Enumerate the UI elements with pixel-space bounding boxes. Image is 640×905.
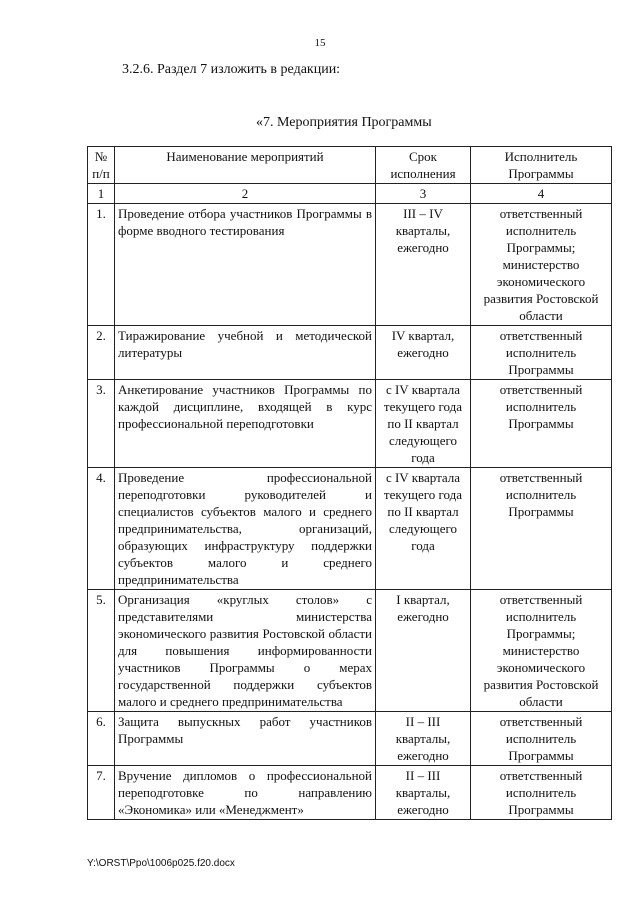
section-heading: «7. Мероприятия Программы <box>256 115 432 130</box>
row-term: I квартал, ежегодно <box>376 590 471 712</box>
measures-table <box>87 146 612 820</box>
header-num: № п/п <box>88 147 115 184</box>
column-number: 3 <box>376 184 471 204</box>
row-term: IV квартал, ежегодно <box>376 326 471 380</box>
row-name: Тиражирование учебной и методической литературы <box>115 326 376 380</box>
header-name: Наименование мероприятий <box>115 147 376 184</box>
row-number: 1. <box>88 204 115 326</box>
table-row <box>88 468 612 590</box>
row-name: Анкетирование участников Программы по каждой дисциплине, входящей в курс профессиональной переподготовки <box>115 380 376 468</box>
row-term: II – III кварталы, ежегодно <box>376 712 471 766</box>
row-term: III – IV кварталы, ежегодно <box>376 204 471 326</box>
row-executor: ответственный исполнитель Программы <box>471 468 612 590</box>
row-executor: ответственный исполнитель Программы <box>471 712 612 766</box>
row-executor: ответственный исполнитель Программы; министерство экономического развития Ростовской области <box>471 204 612 326</box>
row-term: с IV квартала текущего года по II квартал следующего года <box>376 380 471 468</box>
row-number: 2. <box>88 326 115 380</box>
column-number: 2 <box>115 184 376 204</box>
row-term: II – III кварталы, ежегодно <box>376 766 471 820</box>
column-number: 1 <box>88 184 115 204</box>
page-number: 15 <box>314 37 326 49</box>
row-executor: ответственный исполнитель Программы <box>471 380 612 468</box>
table-row <box>88 380 612 468</box>
row-number: 4. <box>88 468 115 590</box>
row-executor: ответственный исполнитель Программы; министерство экономического развития Ростовской области <box>471 590 612 712</box>
column-number: 4 <box>471 184 612 204</box>
header-executor: Исполнитель Программы <box>471 147 612 184</box>
table-row <box>88 712 612 766</box>
table-row <box>88 326 612 380</box>
header-term: Срок исполнения <box>376 147 471 184</box>
row-executor: ответственный исполнитель Программы <box>471 326 612 380</box>
row-number: 7. <box>88 766 115 820</box>
row-name: Защита выпускных работ участников Программы <box>115 712 376 766</box>
table-row <box>88 766 612 820</box>
row-name: Организация «круглых столов» с представителями министерства экономического развития Ростовской области для повышения информированности участников Программы о мерах государственной поддержки субъектов малого и среднего предпринимательства <box>115 590 376 712</box>
row-term: с IV квартала текущего года по II квартал следующего года <box>376 468 471 590</box>
row-name: Проведение профессиональной переподготовки руководителей и специалистов субъектов малого и среднего предпринимательства, организаций, образующих инфраструктуру поддержки субъектов малого и среднего предпринимательства <box>115 468 376 590</box>
row-number: 3. <box>88 380 115 468</box>
table-row <box>88 204 612 326</box>
row-number: 6. <box>88 712 115 766</box>
file-path-footer: Y:\ORST\Ppo\1006p025.f20.docx <box>87 858 235 869</box>
row-executor: ответственный исполнитель Программы <box>471 766 612 820</box>
table-header-row <box>88 147 612 184</box>
row-name: Вручение дипломов о профессиональной переподготовке по направлению «Экономика» или «Менеджмент» <box>115 766 376 820</box>
intro-text: 3.2.6. Раздел 7 изложить в редакции: <box>122 62 341 77</box>
row-number: 5. <box>88 590 115 712</box>
table-row <box>88 590 612 712</box>
row-name: Проведение отбора участников Программы в форме вводного тестирования <box>115 204 376 326</box>
column-number-row <box>88 184 612 204</box>
